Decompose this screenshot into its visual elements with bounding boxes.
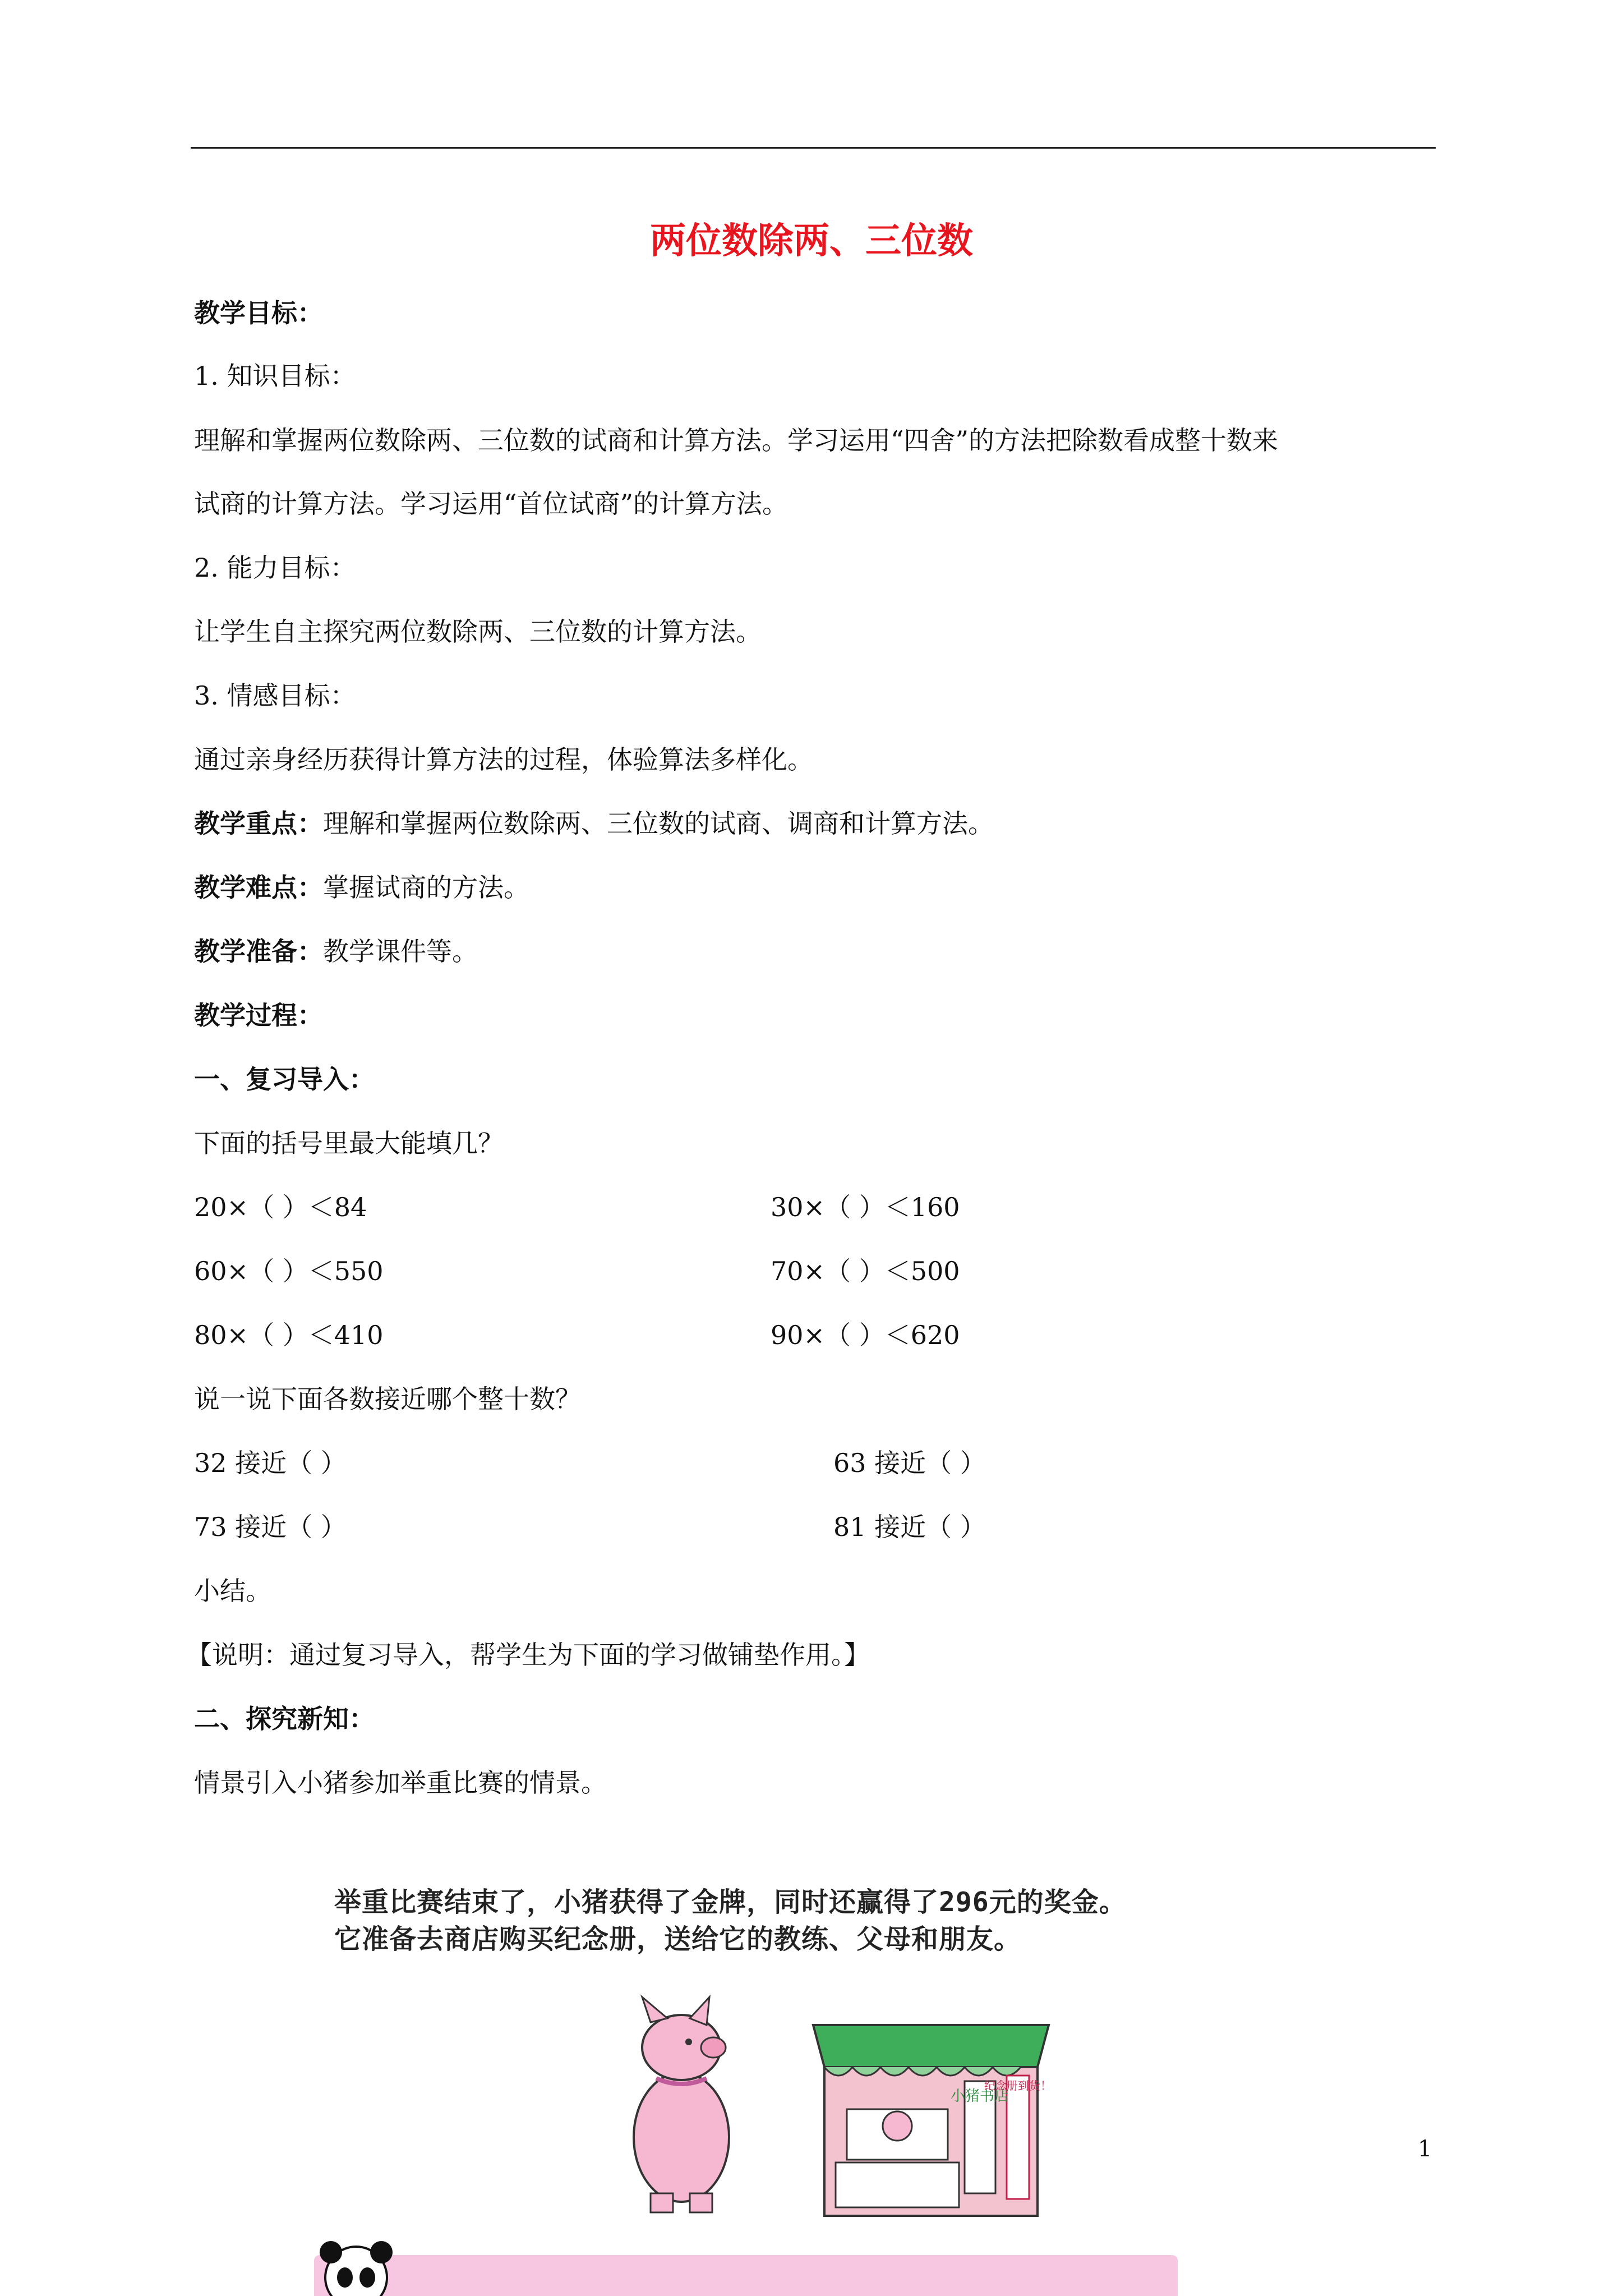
speech-banner	[314, 2255, 1178, 2296]
shop-banner-text: 纪念册到货！	[984, 2079, 1052, 2092]
panda-icon	[314, 2238, 398, 2296]
fill-left-item: 60×（ ）＜550	[194, 1256, 384, 1286]
key-label: 教学重点：	[194, 808, 323, 839]
difficulty-label: 教学难点：	[194, 872, 323, 903]
scene-text: 情景引入小猪参加举重比赛的情景。	[194, 1768, 607, 1798]
near-left-item: 73 接近（ ）	[194, 1512, 347, 1542]
obj1-text-line2: 试商的计算方法。学习运用“首位试商”的计算方法。	[194, 489, 789, 519]
bookstore-figure	[813, 2025, 1052, 2216]
obj3-text: 通过亲身经历获得计算方法的过程，体验算法多样化。	[194, 744, 813, 775]
illustration-caption-line1: 举重比赛结束了，小猪获得了金牌，同时还赢得了296元的奖金。	[334, 1887, 1127, 1918]
obj2-heading: 2. 能力目标：	[194, 553, 356, 583]
fill-right-item: 70×（ ）＜500	[771, 1256, 960, 1286]
near-right-item: 81 接近（ ）	[833, 1512, 986, 1542]
obj1-heading: 1. 知识目标：	[194, 361, 356, 391]
difficulty-text: 掌握试商的方法。	[323, 872, 529, 903]
key-points	[194, 807, 994, 840]
header-rule	[191, 147, 1436, 149]
near-right-item: 63 接近（ ）	[833, 1448, 986, 1478]
q1-prompt: 下面的括号里最大能填几？	[194, 1128, 504, 1158]
pig-bookstore-illustration	[589, 1963, 1094, 2221]
prep-text: 教学课件等。	[323, 936, 478, 967]
fill-right-item: 30×（ ）＜160	[771, 1192, 960, 1222]
preparation	[194, 935, 478, 968]
process-heading: 教学过程：	[194, 1000, 323, 1030]
section1-heading: 一、复习导入：	[194, 1064, 375, 1094]
objectives-heading: 教学目标：	[194, 298, 323, 328]
fill-left-item: 80×（ ）＜410	[194, 1320, 384, 1350]
key-text: 理解和掌握两位数除两、三位数的试商、调商和计算方法。	[323, 808, 994, 839]
obj2-text: 让学生自主探究两位数除两、三位数的计算方法。	[194, 616, 762, 647]
note: 【说明：通过复习导入，帮学生为下面的学习做铺垫作用。】	[186, 1640, 870, 1670]
q2-prompt: 说一说下面各数接近哪个整十数？	[194, 1384, 581, 1414]
obj3-heading: 3. 情感目标：	[194, 680, 356, 711]
summary: 小结。	[194, 1576, 271, 1606]
prep-label: 教学准备：	[194, 936, 323, 967]
fill-right-item: 90×（ ）＜620	[771, 1320, 960, 1350]
illustration-caption-line2: 它准备去商店购买纪念册，送给它的教练、父母和朋友。	[334, 1924, 1022, 1955]
shop-sign-char: 小猪书店	[950, 2088, 1009, 2105]
difficulty	[194, 871, 529, 904]
fill-left-item: 20×（ ）＜84	[194, 1192, 367, 1222]
near-left-item: 32 接近（ ）	[194, 1448, 347, 1478]
section2-heading: 二、探究新知：	[194, 1704, 375, 1734]
obj1-text-line1: 理解和掌握两位数除两、三位数的试商和计算方法。学习运用“四舍”的方法把除数看成整十数来	[194, 425, 1279, 455]
page-title: 两位数除两、三位数	[650, 220, 973, 262]
page-number: 1	[1418, 2136, 1432, 2162]
pig-figure	[634, 1997, 729, 2212]
